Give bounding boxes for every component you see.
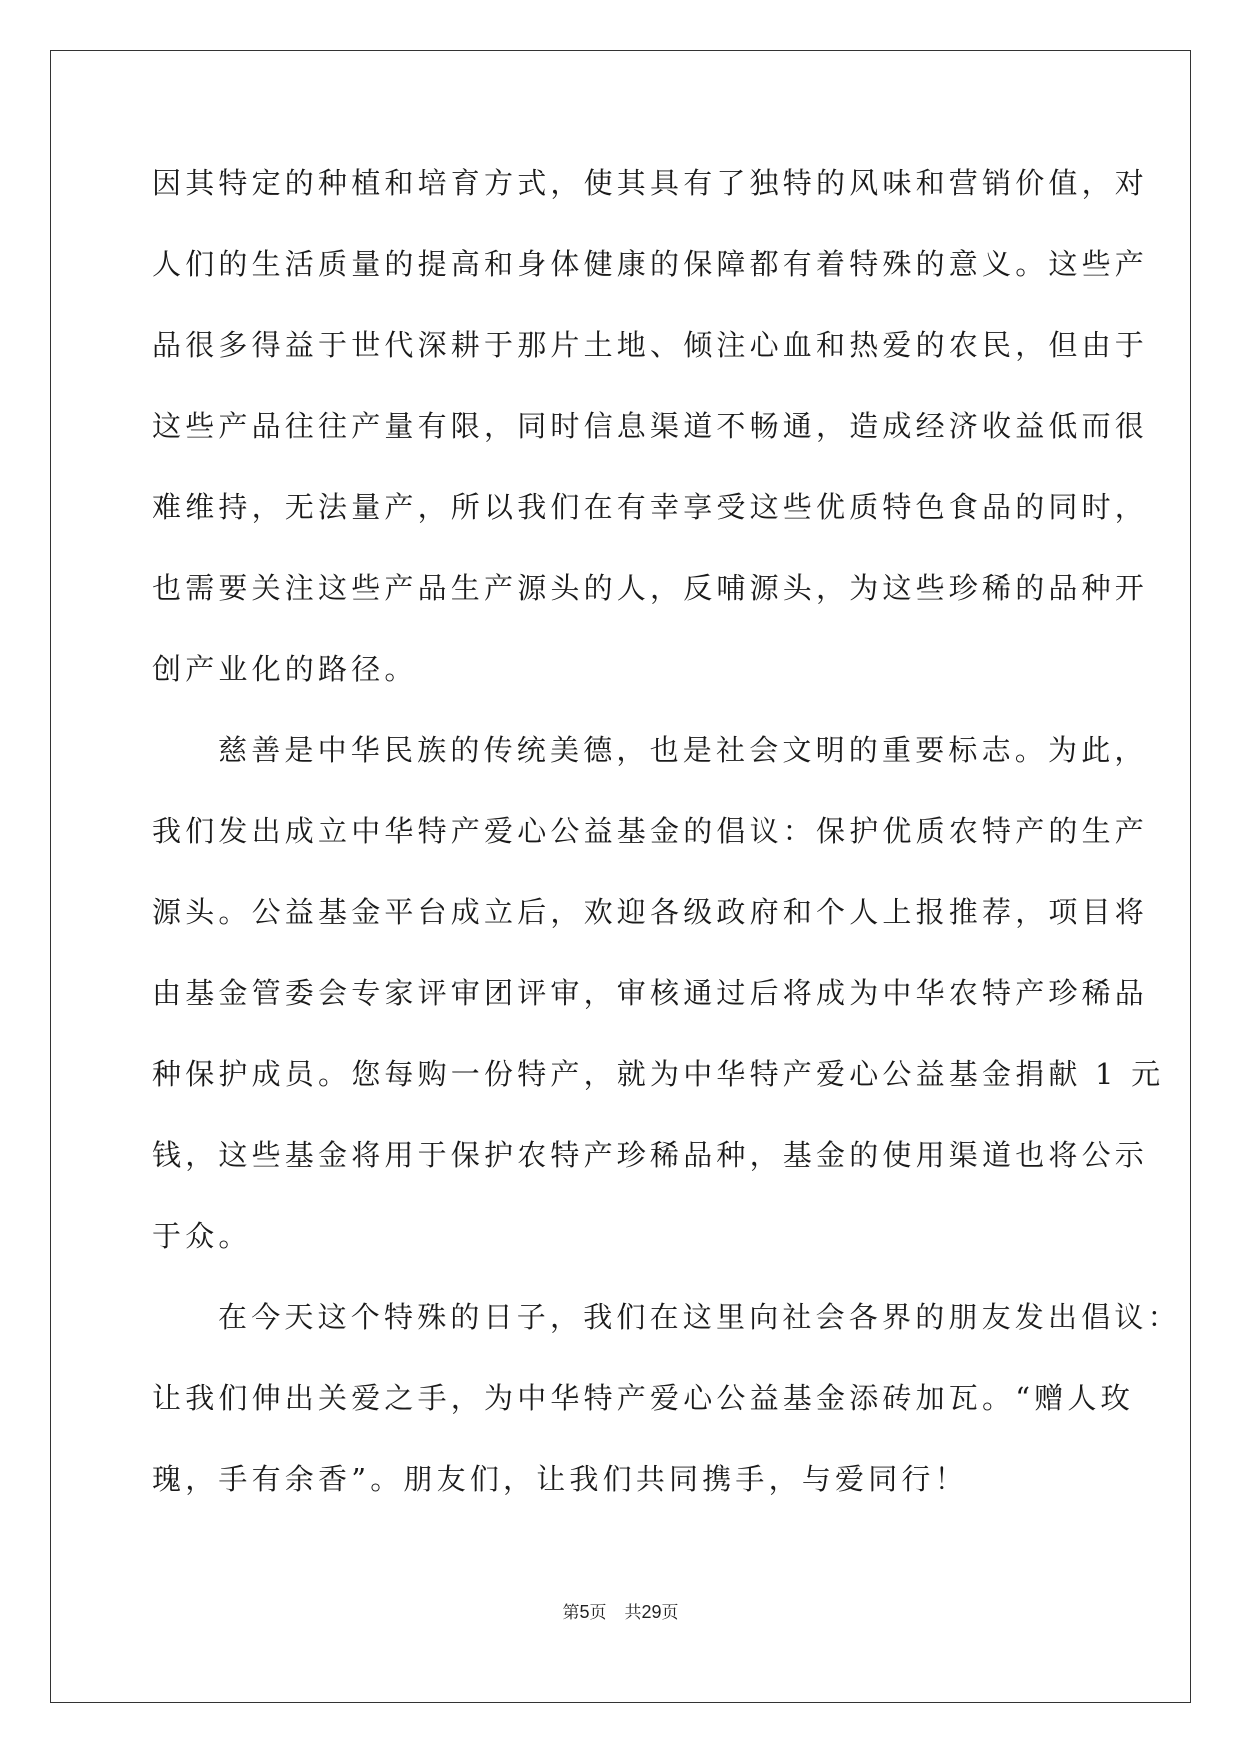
text-line: 瑰，手有余香”。朋友们，让我们共同携手，与爱同行！ (152, 1462, 968, 1496)
text-line: 于众。 (152, 1219, 252, 1253)
paragraph-start-line: 慈善是中华民族的传统美德，也是社会文明的重要标志。为此， (218, 733, 1148, 767)
document-body (152, 163, 1181, 1540)
text-line: 我们发出成立中华特产爱心公益基金的倡议：保护优质农特产的生产 (152, 814, 1149, 848)
text-line: 钱，这些基金将用于保护农特产珍稀品种，基金的使用渠道也将公示 (152, 1138, 1149, 1172)
page-footer (0, 1598, 1241, 1623)
text-line: 也需要关注这些产品生产源头的人，反哺源头，为这些珍稀的品种开 (152, 571, 1149, 605)
text-line: 人们的生活质量的提高和身体健康的保障都有着特殊的意义。这些产 (152, 247, 1149, 281)
text-line: 让我们伸出关爱之手，为中华特产爱心公益基金添砖加瓦。“赠人玫 (152, 1381, 1134, 1415)
text-line: 种保护成员。您每购一份特产，就为中华特产爱心公益基金捐献 1 元 (152, 1057, 1165, 1091)
text-line: 由基金管委会专家评审团评审，审核通过后将成为中华农特产珍稀品 (152, 976, 1149, 1010)
text-line: 因其特定的种植和培育方式，使其具有了独特的风味和营销价值，对 (152, 166, 1149, 200)
page-suffix: 页 (589, 1603, 607, 1623)
paragraph-start-line: 在今天这个特殊的日子，我们在这里向社会各界的朋友发出倡议： (218, 1300, 1181, 1334)
page-number: 5 (579, 1602, 590, 1622)
total-suffix: 页 (661, 1603, 679, 1623)
page-prefix: 第 (562, 1603, 580, 1623)
total-prefix: 共 (624, 1603, 642, 1623)
text-line: 难维持，无法量产，所以我们在有幸享受这些优质特色食品的同时， (152, 490, 1149, 524)
text-line: 源头。公益基金平台成立后，欢迎各级政府和个人上报推荐，项目将 (152, 895, 1149, 929)
text-line: 这些产品往往产量有限，同时信息渠道不畅通，造成经济收益低而很 (152, 409, 1149, 443)
total-pages: 29 (641, 1602, 662, 1622)
text-line: 创产业化的路径。 (152, 652, 418, 686)
text-line: 品很多得益于世代深耕于那片土地、倾注心血和热爱的农民，但由于 (152, 328, 1149, 362)
